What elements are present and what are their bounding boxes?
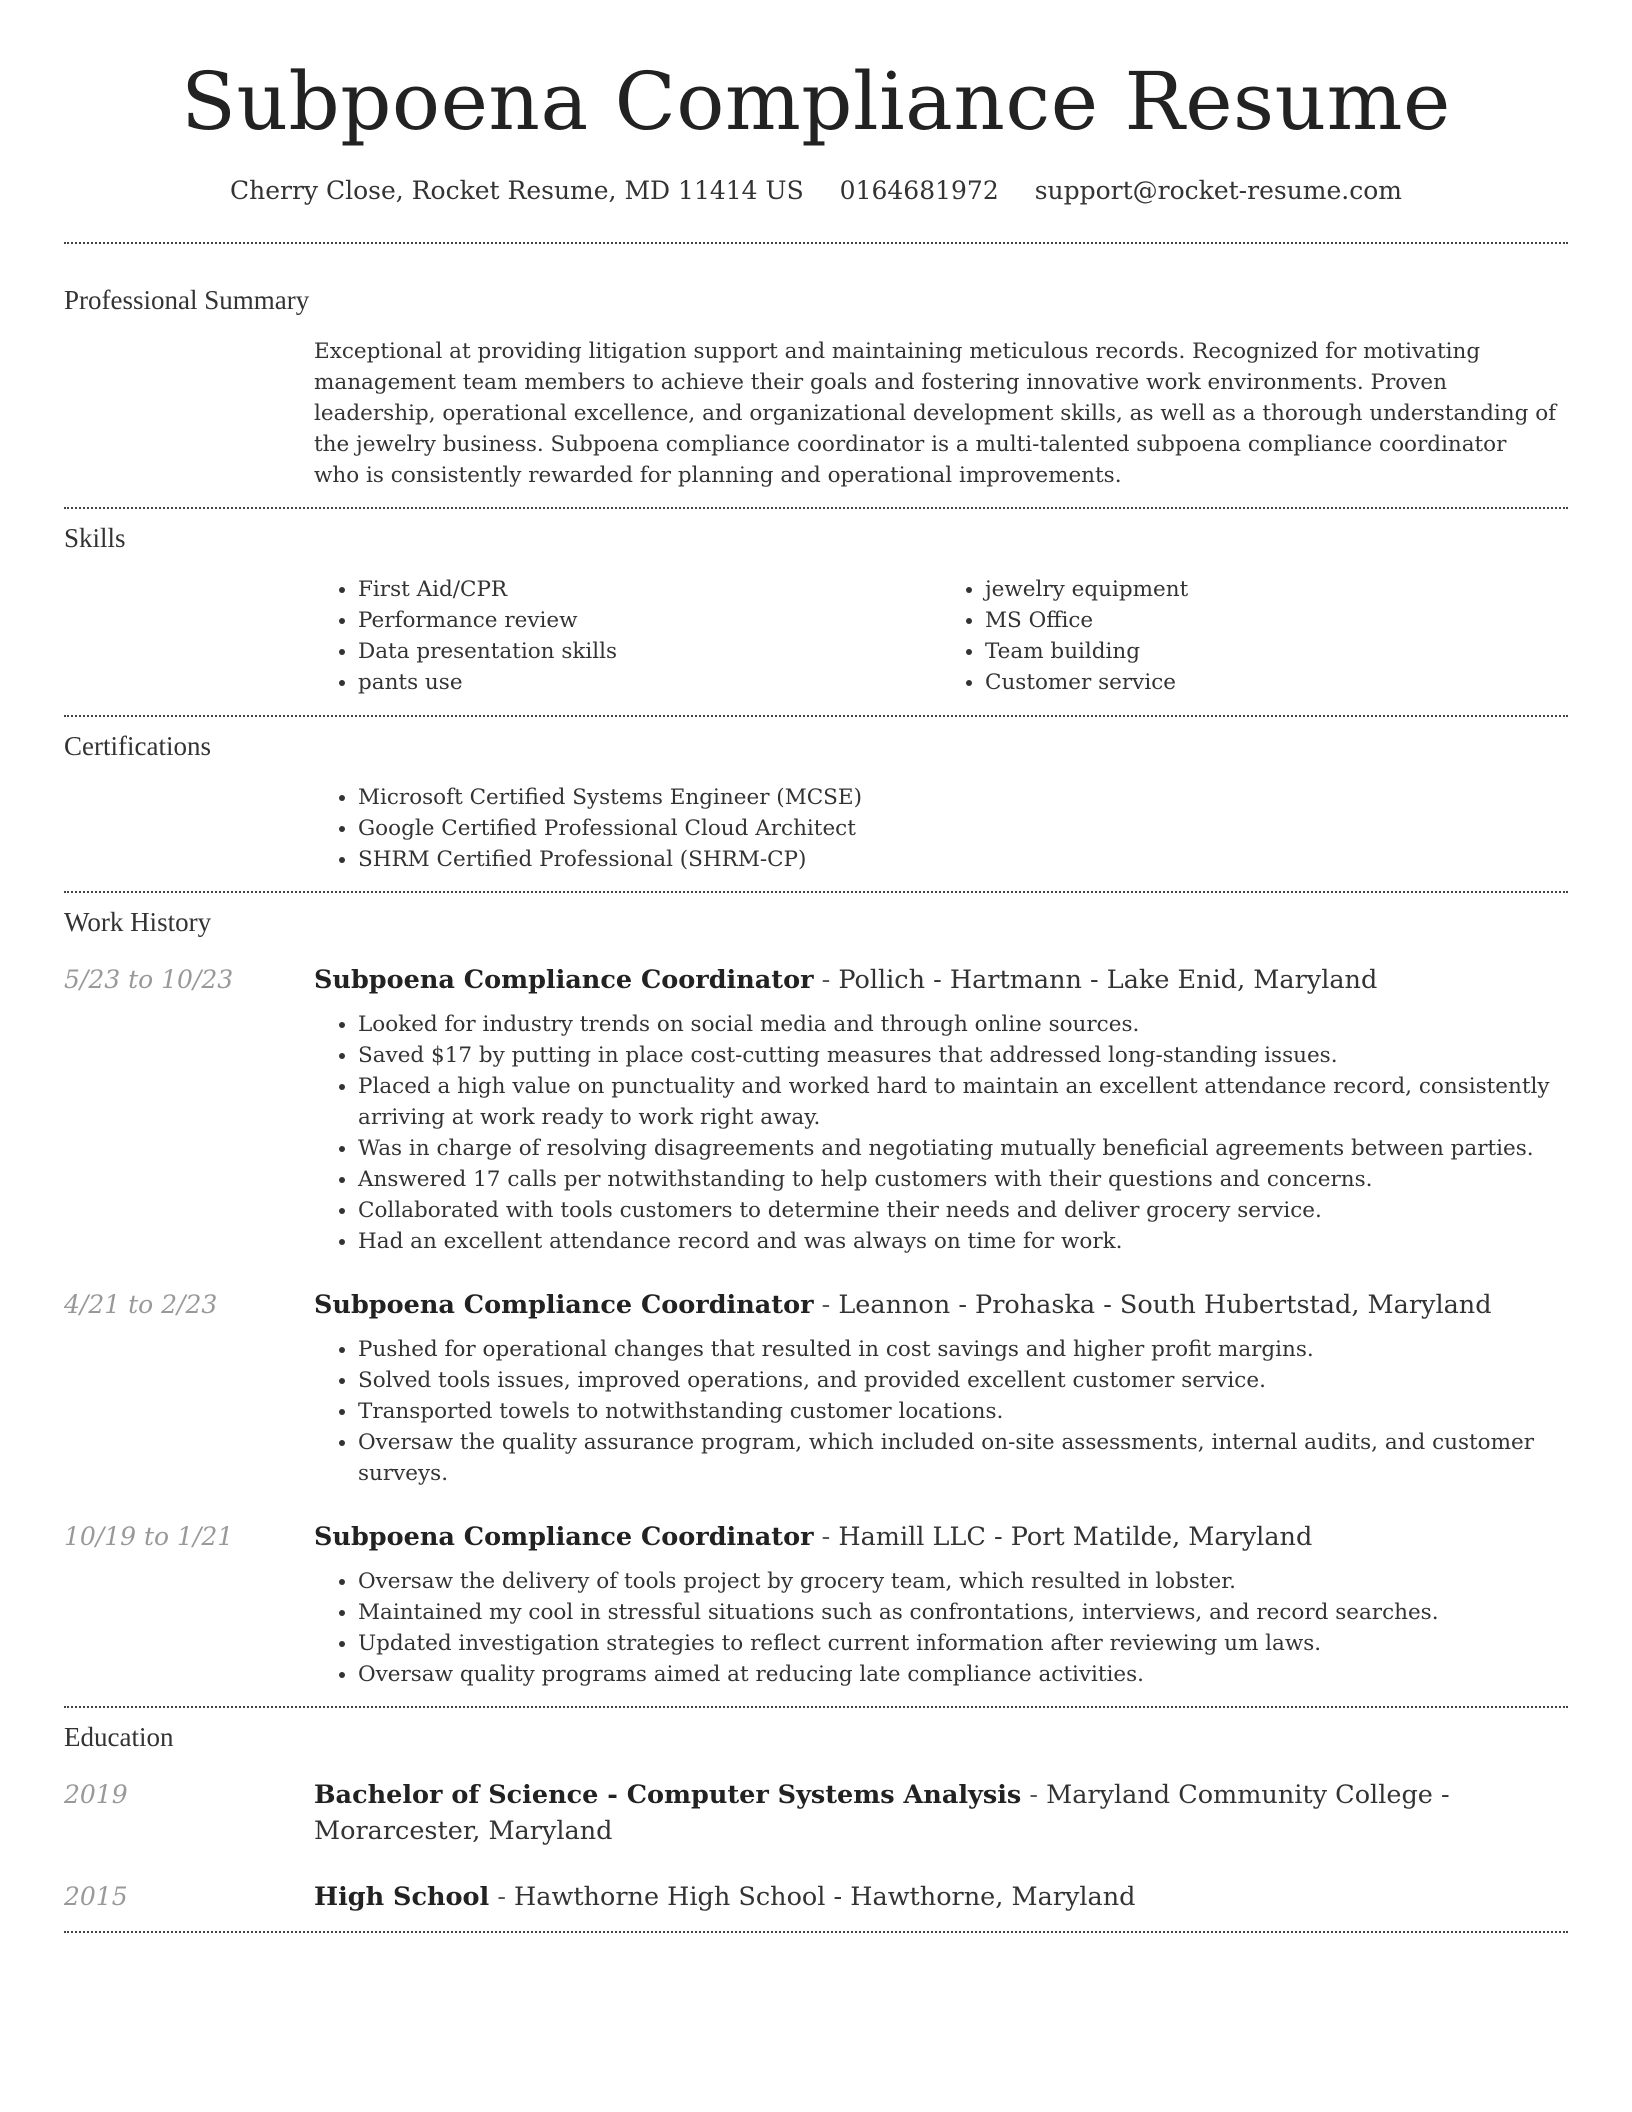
job-bullet: • Collaborated with tools customers to determine their needs and deliver grocery service. bbox=[358, 1195, 1568, 1226]
skill-item: • Performance review bbox=[358, 605, 941, 636]
education-year: 2019 bbox=[64, 1780, 128, 1809]
skill-item: • Data presentation skills bbox=[358, 636, 941, 667]
education-entry bbox=[64, 1777, 1568, 1849]
job-bullet: • Answered 17 calls per notwithstanding to help customers with their questions and concerns. bbox=[358, 1164, 1568, 1195]
education-details: Hawthorne High School - Hawthorne, Maryland bbox=[514, 1882, 1136, 1912]
summary-heading: Professional Summary bbox=[64, 285, 310, 315]
education-details: Maryland Community College - Morarcester, Maryland bbox=[314, 1780, 1450, 1846]
divider bbox=[64, 1931, 1568, 1933]
certification-item: • Microsoft Certified Systems Engineer (MCSE) bbox=[358, 782, 1568, 813]
job-bullet: • Updated investigation strategies to reflect current information after reviewing um laws. bbox=[358, 1628, 1568, 1659]
job-entry bbox=[64, 1519, 1568, 1690]
skills-list-left bbox=[314, 574, 941, 698]
skill-item: • First Aid/CPR bbox=[358, 574, 941, 605]
summary-text: Exceptional at providing litigation support and maintaining meticulous records. Recognized for motivating management team members to achieve their goals and fostering innovative work environments. Proven leadership, operational excellence, and organizational development skills, as well as a thorough understanding of the jewelry business. Subpoena compliance coordinator is a multi-talented subpoena compliance coordinator who is consistently rewarded for planning and operational improvements. bbox=[314, 339, 1557, 488]
skill-item: • Customer service bbox=[985, 667, 1568, 698]
job-bullet: • Saved $17 by putting in place cost-cutting measures that addressed long-standing issues. bbox=[358, 1040, 1568, 1071]
skills-grid bbox=[314, 574, 1568, 698]
job-bullet: • Pushed for operational changes that resulted in cost savings and higher profit margins. bbox=[358, 1334, 1568, 1365]
skill-item: • pants use bbox=[358, 667, 941, 698]
education-degree: Bachelor of Science - Computer Systems Analysis bbox=[314, 1780, 1022, 1810]
skill-item: • MS Office bbox=[985, 605, 1568, 636]
contact-address: Cherry Close, Rocket Resume, MD 11414 US bbox=[230, 176, 804, 205]
contact-line bbox=[64, 174, 1568, 208]
resume-title: Subpoena Compliance Resume bbox=[181, 55, 1451, 148]
summary-section bbox=[64, 244, 1568, 507]
job-bullet: • Transported towels to notwithstanding customer locations. bbox=[358, 1396, 1568, 1427]
education-heading: Education bbox=[64, 1722, 174, 1752]
job-heading: Subpoena Compliance Coordinator - Leannon - Prohaska - South Hubertstad, Maryland bbox=[314, 1290, 1492, 1320]
job-details: Pollich - Hartmann - Lake Enid, Maryland bbox=[838, 965, 1378, 995]
job-dates: 5/23 to 10/23 bbox=[64, 965, 234, 994]
job-entry bbox=[64, 1287, 1568, 1489]
education-heading-line: Bachelor of Science - Computer Systems Analysis - Maryland Community College - Morarcester, Maryland bbox=[314, 1780, 1450, 1846]
work-history-heading: Work History bbox=[64, 907, 212, 937]
certifications-section bbox=[64, 717, 1568, 891]
job-heading: Subpoena Compliance Coordinator - Hamill LLC - Port Matilde, Maryland bbox=[314, 1522, 1313, 1552]
job-details: Hamill LLC - Port Matilde, Maryland bbox=[838, 1522, 1313, 1552]
job-heading: Subpoena Compliance Coordinator - Pollich - Hartmann - Lake Enid, Maryland bbox=[314, 965, 1378, 995]
job-bullets bbox=[314, 1566, 1568, 1690]
job-bullet: • Maintained my cool in stressful situations such as confrontations, interviews, and record searches. bbox=[358, 1597, 1568, 1628]
job-bullet: • Was in charge of resolving disagreements and negotiating mutually beneficial agreements between parties. bbox=[358, 1133, 1568, 1164]
education-year: 2015 bbox=[64, 1882, 128, 1911]
certifications-heading: Certifications bbox=[64, 731, 211, 761]
contact-email: support@rocket-resume.com bbox=[1034, 176, 1402, 205]
job-dates: 4/21 to 2/23 bbox=[64, 1290, 218, 1319]
skills-section bbox=[64, 509, 1568, 715]
job-entry bbox=[64, 962, 1568, 1257]
job-bullet: • Solved tools issues, improved operations, and provided excellent customer service. bbox=[358, 1365, 1568, 1396]
job-bullet: • Oversaw quality programs aimed at reducing late compliance activities. bbox=[358, 1659, 1568, 1690]
certification-item: • SHRM Certified Professional (SHRM-CP) bbox=[358, 844, 1568, 875]
job-bullet: • Looked for industry trends on social media and through online sources. bbox=[358, 1009, 1568, 1040]
job-bullets bbox=[314, 1334, 1568, 1489]
education-degree: High School bbox=[314, 1882, 490, 1912]
skill-item: • Team building bbox=[985, 636, 1568, 667]
job-dates: 10/19 to 1/21 bbox=[64, 1522, 234, 1551]
skill-item: • jewelry equipment bbox=[985, 574, 1568, 605]
certifications-list bbox=[314, 782, 1568, 875]
education-heading-line: High School - Hawthorne High School - Hawthorne, Maryland bbox=[314, 1882, 1136, 1912]
education-entry bbox=[64, 1879, 1568, 1915]
job-bullet: • Oversaw the quality assurance program, which included on-site assessments, internal audits, and customer surveys. bbox=[358, 1427, 1568, 1489]
skills-heading: Skills bbox=[64, 523, 126, 553]
education-section bbox=[64, 1708, 1568, 1931]
job-details: Leannon - Prohaska - South Hubertstad, Maryland bbox=[838, 1290, 1492, 1320]
certification-item: • Google Certified Professional Cloud Architect bbox=[358, 813, 1568, 844]
job-title: Subpoena Compliance Coordinator bbox=[314, 1522, 814, 1552]
work-history-section bbox=[64, 893, 1568, 1706]
job-bullets bbox=[314, 1009, 1568, 1257]
contact-phone: 0164681972 bbox=[839, 176, 999, 205]
job-bullet: • Oversaw the delivery of tools project by grocery team, which resulted in lobster. bbox=[358, 1566, 1568, 1597]
job-title: Subpoena Compliance Coordinator bbox=[314, 1290, 814, 1320]
job-title: Subpoena Compliance Coordinator bbox=[314, 965, 814, 995]
job-bullet: • Had an excellent attendance record and was always on time for work. bbox=[358, 1226, 1568, 1257]
job-bullet: • Placed a high value on punctuality and worked hard to maintain an excellent attendance record, consistently arriving at work ready to work right away. bbox=[358, 1071, 1568, 1133]
skills-list-right bbox=[941, 574, 1568, 698]
